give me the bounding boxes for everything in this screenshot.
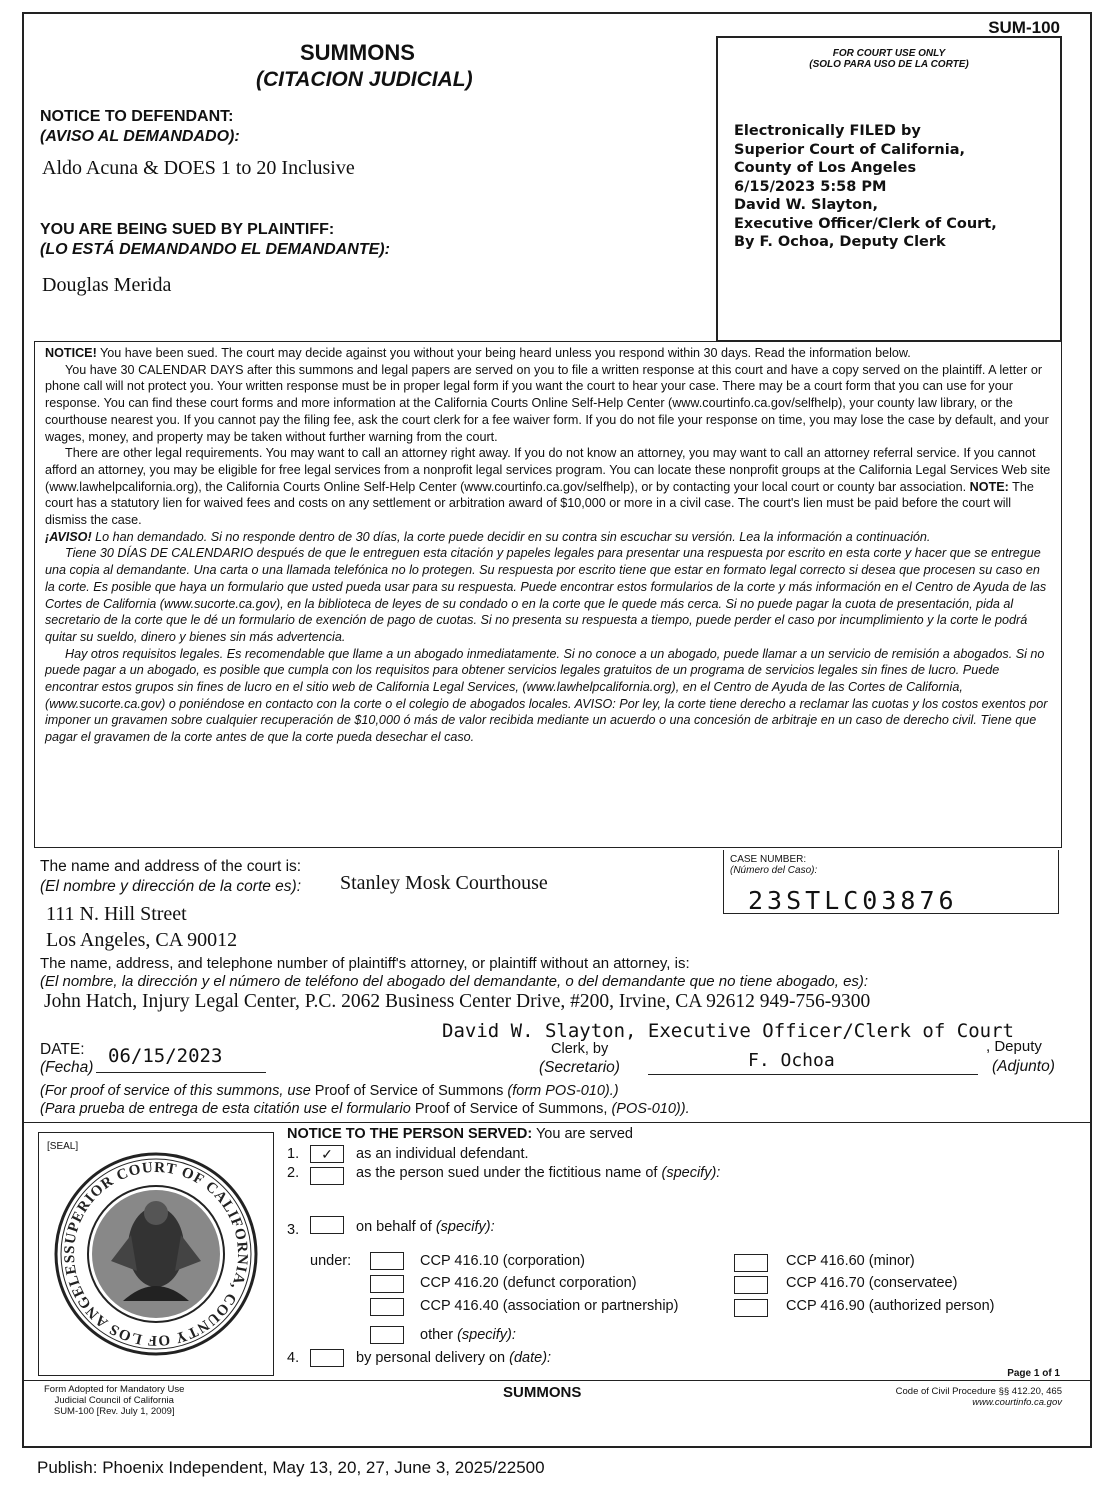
under-label: under: xyxy=(310,1253,352,1269)
court-use-box xyxy=(716,36,1062,342)
notice-paragraph: There are other legal requirements. You may want to call an attorney right away. If you do not know an attorney, you may want to call an attorney referral service. If you cannot afford an attorney, you may be eligible for free legal services from a nonprofit legal services program. You can locate these nonprofit groups at the California Legal Services Web site (www.lawhelpcalifornia.org), the California Courts Online Self-Help Center (www.courtinfo.ca.gov/selfhelp), or by contacting your local court or county bar association. NOTE: The court has a statutory lien for waived fees and costs on any settlement or arbitration award of $10,000 or more in a civil case. The court's lien must be paid before the court will dismiss the case. xyxy=(45,446,1051,528)
notice-box xyxy=(34,341,1062,848)
ccp-416-20-checkbox[interactable] xyxy=(370,1275,404,1293)
plaintiff-name: Douglas Merida xyxy=(42,274,172,296)
fictitious-name-checkbox[interactable] xyxy=(310,1167,344,1185)
defendant-label: NOTICE TO DEFENDANT: xyxy=(40,108,234,125)
ccp-416-10-checkbox[interactable] xyxy=(370,1252,404,1270)
seal-label: [SEAL] xyxy=(47,1141,79,1152)
ccp-416-60-checkbox[interactable] xyxy=(734,1254,768,1272)
attorney-label: The name, address, and telephone number of plaintiff's attorney, or plaintiff without an attorney, is: xyxy=(40,955,690,972)
date-value: 06/15/2023 xyxy=(108,1045,223,1067)
attorney-label-spanish: (El nombre, la dirección y el número de teléfono del abogado del demandante, o del demandante que no tiene abogado, es): xyxy=(40,973,869,990)
item-number: 3. xyxy=(287,1222,300,1238)
proof-note: (For proof of service of this summons, use Proof of Service of Summons (form POS-010).) xyxy=(40,1083,619,1099)
notice-paragraph: You have 30 CALENDAR DAYS after this summons and legal papers are served on you to file a written response at this court and have a copy served on the plaintiff. A letter or phone call will not protect you. Your written response must be in proper legal form if you want the court to hear your case. There may be a court form that you can use for your response. You can find these court forms and more information at the California Courts Online Self-Help Center (www.courtinfo.ca.gov/selfhelp), your county law library, or the courthouse nearest you. If you cannot pay the filing fee, ask the court clerk for a fee waiver form. If you do not file your response on time, you may lose the case by default, and your wages, money, and property may be taken without further warning from the court. xyxy=(45,362,1049,444)
ccp-416-70-checkbox[interactable] xyxy=(734,1276,768,1294)
court-address-label-spanish: (El nombre y dirección de la corte es): xyxy=(40,878,302,895)
item-text: as an individual defendant. xyxy=(356,1146,529,1162)
date-line xyxy=(96,1072,266,1073)
item-text: by personal delivery on (date): xyxy=(356,1350,552,1366)
deputy-label-spanish: (Adjunto) xyxy=(992,1058,1055,1075)
publication-note: Publish: Phoenix Independent, May 13, 20, 27, June 3, 2025/22500 xyxy=(37,1458,545,1477)
other-checkbox[interactable] xyxy=(370,1326,404,1344)
clerk-label-spanish: (Secretario) xyxy=(539,1059,620,1076)
document-title-spanish: (CITACION JUDICIAL) xyxy=(256,68,473,91)
case-number-label: CASE NUMBER: xyxy=(730,854,807,865)
form-adoption-note: Form Adopted for Mandatory Use Judicial Council of California SUM-100 [Rev. July 1, 2009] xyxy=(44,1384,185,1417)
ccp-option: CCP 416.20 (defunct corporation) xyxy=(420,1275,637,1291)
personal-delivery-checkbox[interactable] xyxy=(310,1349,344,1367)
court-address-label: The name and address of the court is: xyxy=(40,858,302,875)
date-label: DATE: xyxy=(40,1041,85,1058)
case-number: 23STLC03876 xyxy=(748,886,958,915)
item-number: 4. xyxy=(287,1350,300,1366)
defendant-label-spanish: (AVISO AL DEMANDADO): xyxy=(40,128,240,145)
ccp-416-90-checkbox[interactable] xyxy=(734,1299,768,1317)
svg-text:SUPERIOR COURT OF CALIFORNIA,: SUPERIOR COURT OF CALIFORNIA, COUNTY OF LOS ANGELES xyxy=(61,1159,251,1349)
footer-title: SUMMONS xyxy=(503,1384,582,1401)
ccp-416-40-checkbox[interactable] xyxy=(370,1298,404,1316)
proof-note-spanish: (Para prueba de entrega de esta citatión use el formulario Proof of Service of Summons, (POS-010)). xyxy=(40,1101,690,1117)
court-city: Los Angeles, CA 90012 xyxy=(46,929,238,951)
footer-divider xyxy=(22,1380,1092,1381)
clerk-line xyxy=(648,1074,978,1075)
notice-paragraph-spanish: Hay otros requisitos legales. Es recomendable que llame a un abogado inmediatamente. Si no conoce a un abogado, puede llamar a un servicio de remisión a abogados. Si no puede pagar a un abogado, es posible que cumpla con los requisitos para obtener servicios legales gratuitos de un programa de servicios legales sin fines de lucro. Puede encontrar estos grupos sin fines de lucro en el sitio web de California Legal Services, (www.lawhelpcalifornia.org), en el Centro de Ayuda de las Cortes de California, (www.sucorte.ca.gov) o poniéndose en contacto con la corte o el colegio de abogados locales. AVISO: Por ley, la corte tiene derecho a reclamar las cuotas y los costos exentos por imponer un gravamen sobre cualquier recuperación de $10,000 ó más de valor recibida mediante un acuerdo o una concesión de arbitraje en un caso de derecho civil. Tiene que pagar el gravamen de la corte antes de que la corte pueda desechar el caso. xyxy=(45,646,1048,745)
case-number-label-spanish: (Número del Caso): xyxy=(730,865,818,876)
notice-paragraph: NOTICE! You have been sued. The court may decide against you without your being heard unless you respond within 30 days. Read the information below. xyxy=(45,346,911,360)
court-use-heading: FOR COURT USE ONLY (SOLO PARA USO DE LA CORTE) xyxy=(809,48,969,70)
court-seal-icon xyxy=(53,1151,259,1357)
document-title: SUMMONS xyxy=(300,40,415,65)
court-name: Stanley Mosk Courthouse xyxy=(340,872,548,894)
filing-stamp: Electronically FILED by Superior Court of California, County of Los Angeles 6/15/2023 5:58 PM David W. Slayton, Executive Officer/Clerk of Court, By F. Ochoa, Deputy Clerk xyxy=(734,123,997,250)
item-text: as the person sued under the fictitious name of (specify): xyxy=(356,1165,721,1181)
form-code: SUM-100 xyxy=(988,18,1060,37)
code-reference: Code of Civil Procedure §§ 412.20, 465 www.courtinfo.ca.gov xyxy=(895,1386,1062,1408)
deputy-name: F. Ochoa xyxy=(748,1050,835,1071)
plaintiff-label-spanish: (LO ESTÁ DEMANDANDO EL DEMANDANTE): xyxy=(40,241,390,258)
item-number: 1. xyxy=(287,1146,300,1162)
section-divider xyxy=(22,1122,1092,1123)
ccp-option: CCP 416.40 (association or partnership) xyxy=(420,1298,679,1314)
attorney-info: John Hatch, Injury Legal Center, P.C. 2062 Business Center Drive, #200, Irvine, CA 92612 949-756-9300 xyxy=(44,991,871,1012)
ccp-option: CCP 416.70 (conservatee) xyxy=(786,1275,958,1291)
item-number: 2. xyxy=(287,1165,300,1181)
ccp-option: CCP 416.10 (corporation) xyxy=(420,1253,585,1269)
deputy-label: , Deputy xyxy=(986,1038,1042,1055)
clerk-name: David W. Slayton, Executive Officer/Clerk of Court xyxy=(442,1020,1014,1042)
plaintiff-label: YOU ARE BEING SUED BY PLAINTIFF: xyxy=(40,221,335,238)
date-label-spanish: (Fecha) xyxy=(40,1059,94,1076)
clerk-label: Clerk, by xyxy=(551,1041,609,1057)
served-heading: NOTICE TO THE PERSON SERVED: You are served xyxy=(287,1126,633,1142)
page-number: Page 1 of 1 xyxy=(1007,1368,1060,1379)
notice-paragraph-spanish: Tiene 30 DÍAS DE CALENDARIO después de que le entreguen esta citación y papeles legales para presentar una respuesta por escrito en esta corte y hacer que se entregue una copia al demandante. Una carta o una llamada telefónica no lo protegen. Su respuesta por escrito tiene que estar en formato legal correcto si desea que procesen su caso en la corte. Es posible que haya un formulario que usted pueda usar para su respuesta. Puede encontrar estos formularios de la corte y más información en el Centro de Ayuda de las Cortes de California (www.sucorte.ca.gov), en la biblioteca de leyes de su condado o en la corte que le quede más cerca. Si no puede pagar la cuota de presentación, pida al secretario de la corte que le dé un formulario de exención de pago de cuotas. Si no presenta su respuesta a tiempo, puede perder el caso por incumplimiento y la corte le podrá quitar su sueldo, dinero y bienes sin más advertencia. xyxy=(45,546,1047,644)
ccp-option: CCP 416.60 (minor) xyxy=(786,1253,915,1269)
notice-paragraph-spanish: ¡AVISO! Lo han demandado. Si no responde dentro de 30 días, la corte puede decidir en su contra sin escuchar su versión. Lea la información a continuación. xyxy=(45,529,931,544)
individual-defendant-checkbox[interactable]: ✓ xyxy=(310,1145,344,1163)
seal-box xyxy=(38,1132,274,1376)
defendant-name: Aldo Acuna & DOES 1 to 20 Inclusive xyxy=(42,157,355,179)
on-behalf-checkbox[interactable] xyxy=(310,1216,344,1234)
ccp-option: CCP 416.90 (authorized person) xyxy=(786,1298,995,1314)
item-text: on behalf of (specify): xyxy=(356,1219,495,1235)
court-street: 111 N. Hill Street xyxy=(46,903,187,925)
case-number-box xyxy=(723,850,1059,914)
other-label: other (specify): xyxy=(420,1327,516,1343)
